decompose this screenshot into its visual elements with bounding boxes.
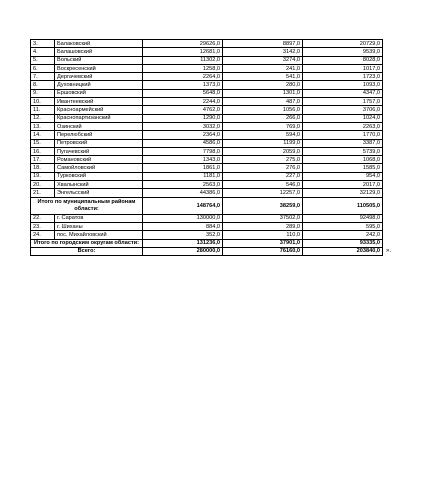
value-col2: 594,0: [223, 131, 303, 139]
table-row: [31, 64, 383, 72]
row-number: 3.: [31, 40, 55, 48]
district-name: Хвалынский: [55, 181, 143, 189]
value-col1: 2563,0: [143, 181, 223, 189]
table-row: [31, 139, 383, 147]
city-total-c2: 37901,0: [223, 239, 303, 247]
value-col3: 92498,0: [303, 214, 383, 222]
table-row: [31, 231, 383, 239]
table-row: [31, 164, 383, 172]
municipal-total-row: [31, 197, 383, 214]
value-col2: 3142,0: [223, 48, 303, 56]
row-number: 4.: [31, 48, 55, 56]
row-number: 11.: [31, 106, 55, 114]
value-col3: 1017,0: [303, 64, 383, 72]
value-col2: 37502,0: [223, 214, 303, 222]
value-col1: 1290,0: [143, 114, 223, 122]
district-name: Романовский: [55, 156, 143, 164]
city-total-row: [31, 239, 383, 247]
value-col2: 266,0: [223, 114, 303, 122]
value-col2: 1056,0: [223, 106, 303, 114]
value-col2: 546,0: [223, 181, 303, 189]
row-number: 12.: [31, 114, 55, 122]
row-number: 21.: [31, 189, 55, 197]
table-body-totals: [31, 239, 383, 256]
table-row: [31, 40, 383, 48]
grand-total-label: Всего:: [31, 247, 143, 255]
value-col3: 242,0: [303, 231, 383, 239]
value-col3: 8028,0: [303, 56, 383, 64]
value-col3: 32129,0: [303, 189, 383, 197]
district-name: Пугачевский: [55, 147, 143, 155]
value-col3: 9539,0: [303, 48, 383, 56]
table-row: [31, 156, 383, 164]
row-number: 23.: [31, 222, 55, 230]
value-col1: 5648,0: [143, 89, 223, 97]
value-col3: 1093,0: [303, 81, 383, 89]
value-col3: 4347,0: [303, 89, 383, 97]
value-col1: 1181,0: [143, 172, 223, 180]
row-number: 24.: [31, 231, 55, 239]
value-col1: 3032,0: [143, 122, 223, 130]
value-col3: 1723,0: [303, 73, 383, 81]
value-col1: 130000,0: [143, 214, 223, 222]
value-col3: 1770,0: [303, 131, 383, 139]
district-name: г. Саратов: [55, 214, 143, 222]
table-row: [31, 147, 383, 155]
district-name: пос. Михайловский: [55, 231, 143, 239]
value-col2: 8897,0: [223, 40, 303, 48]
district-name: Петровский: [55, 139, 143, 147]
municipal-total-c3: 110505,0: [303, 197, 383, 214]
row-number: 5.: [31, 56, 55, 64]
table-row: [31, 89, 383, 97]
value-col1: 1258,0: [143, 64, 223, 72]
grand-total-c2: 76160,0: [223, 247, 303, 255]
row-number: 7.: [31, 73, 55, 81]
value-col1: 2364,0: [143, 131, 223, 139]
value-col2: 1199,0: [223, 139, 303, 147]
municipal-total-label: Итого по муниципальным районам области:: [31, 197, 143, 214]
district-name: Дергачевский: [55, 73, 143, 81]
row-number: 13.: [31, 122, 55, 130]
value-col3: 2263,0: [303, 122, 383, 130]
table-row: [31, 81, 383, 89]
value-col2: 12257,0: [223, 189, 303, 197]
district-name: Балаковский: [55, 40, 143, 48]
row-number: 18.: [31, 164, 55, 172]
table-row: [31, 48, 383, 56]
municipal-total-c2: 38259,0: [223, 197, 303, 214]
row-number: 16.: [31, 147, 55, 155]
district-name: Воскресенский: [55, 64, 143, 72]
value-col2: 769,0: [223, 122, 303, 130]
row-number: 9.: [31, 89, 55, 97]
row-number: 6.: [31, 64, 55, 72]
value-col3: 1585,0: [303, 164, 383, 172]
value-col1: 4762,0: [143, 106, 223, 114]
value-col3: 1068,0: [303, 156, 383, 164]
value-col1: 11302,0: [143, 56, 223, 64]
table-body-districts: [31, 40, 383, 198]
district-name: г. Шиханы: [55, 222, 143, 230]
value-col2: 276,0: [223, 164, 303, 172]
value-col2: 227,0: [223, 172, 303, 180]
value-col1: 352,0: [143, 231, 223, 239]
value-col1: 1373,0: [143, 81, 223, 89]
value-col2: 110,0: [223, 231, 303, 239]
municipal-total-c1: 148764,0: [143, 197, 223, 214]
district-name: Турковский: [55, 172, 143, 180]
table-row: [31, 131, 383, 139]
value-col3: 954,0: [303, 172, 383, 180]
table-row: [31, 73, 383, 81]
grand-total-c1: 280000,0: [143, 247, 223, 255]
district-name: Краснопартизанский: [55, 114, 143, 122]
row-number: 8.: [31, 81, 55, 89]
value-col2: 541,0: [223, 73, 303, 81]
row-number: 20.: [31, 181, 55, 189]
value-col3: 2017,0: [303, 181, 383, 189]
table-row: [31, 172, 383, 180]
value-col1: 2264,0: [143, 73, 223, 81]
value-col2: 2059,0: [223, 147, 303, 155]
value-col2: 289,0: [223, 222, 303, 230]
district-name: Вольский: [55, 56, 143, 64]
table-row: [31, 114, 383, 122]
table-row: [31, 189, 383, 197]
table-row: [31, 56, 383, 64]
value-col1: 884,0: [143, 222, 223, 230]
value-col1: 44386,0: [143, 189, 223, 197]
table-row: [31, 214, 383, 222]
table-row: [31, 122, 383, 130]
row-number: 10.: [31, 98, 55, 106]
district-name: Ивантеевский: [55, 98, 143, 106]
value-col1: 2244,0: [143, 98, 223, 106]
grand-total-row: [31, 247, 383, 255]
district-name: Балашовский: [55, 48, 143, 56]
value-col2: 3274,0: [223, 56, 303, 64]
district-name: Перелюбский: [55, 131, 143, 139]
value-col1: 7798,0: [143, 147, 223, 155]
row-number: 19.: [31, 172, 55, 180]
district-name: Красноармейский: [55, 106, 143, 114]
city-total-c3: 93335,0: [303, 239, 383, 247]
city-total-label: Итого по городским округам области:: [31, 239, 143, 247]
row-number: 22.: [31, 214, 55, 222]
table-row: [31, 98, 383, 106]
table-body-cities: [31, 214, 383, 239]
value-col1: 12681,0: [143, 48, 223, 56]
value-col1: 1343,0: [143, 156, 223, 164]
value-col3: 5739,0: [303, 147, 383, 155]
table-body-municipal-total: [31, 197, 383, 214]
closing-quote-mark: ».: [386, 248, 392, 254]
table-row: [31, 181, 383, 189]
value-col1: 29626,0: [143, 40, 223, 48]
district-name: Духовницкий: [55, 81, 143, 89]
value-col1: 1861,0: [143, 164, 223, 172]
table-row: [31, 106, 383, 114]
value-col3: 1757,0: [303, 98, 383, 106]
row-number: 14.: [31, 131, 55, 139]
grand-total-c3: 203840,0: [303, 247, 383, 255]
allocation-table: [30, 39, 383, 256]
value-col2: 241,0: [223, 64, 303, 72]
value-col1: 4586,0: [143, 139, 223, 147]
district-name: Озинский: [55, 122, 143, 130]
city-total-c1: 131236,0: [143, 239, 223, 247]
table-row: [31, 222, 383, 230]
district-name: Энгельсский: [55, 189, 143, 197]
value-col3: 3706,0: [303, 106, 383, 114]
value-col2: 280,0: [223, 81, 303, 89]
row-number: 17.: [31, 156, 55, 164]
value-col2: 275,0: [223, 156, 303, 164]
value-col3: 595,0: [303, 222, 383, 230]
district-name: Самойловский: [55, 164, 143, 172]
value-col3: 1024,0: [303, 114, 383, 122]
row-number: 15.: [31, 139, 55, 147]
value-col3: 3387,0: [303, 139, 383, 147]
value-col2: 487,0: [223, 98, 303, 106]
value-col3: 20729,0: [303, 40, 383, 48]
value-col2: 1301,0: [223, 89, 303, 97]
district-name: Ершовский: [55, 89, 143, 97]
